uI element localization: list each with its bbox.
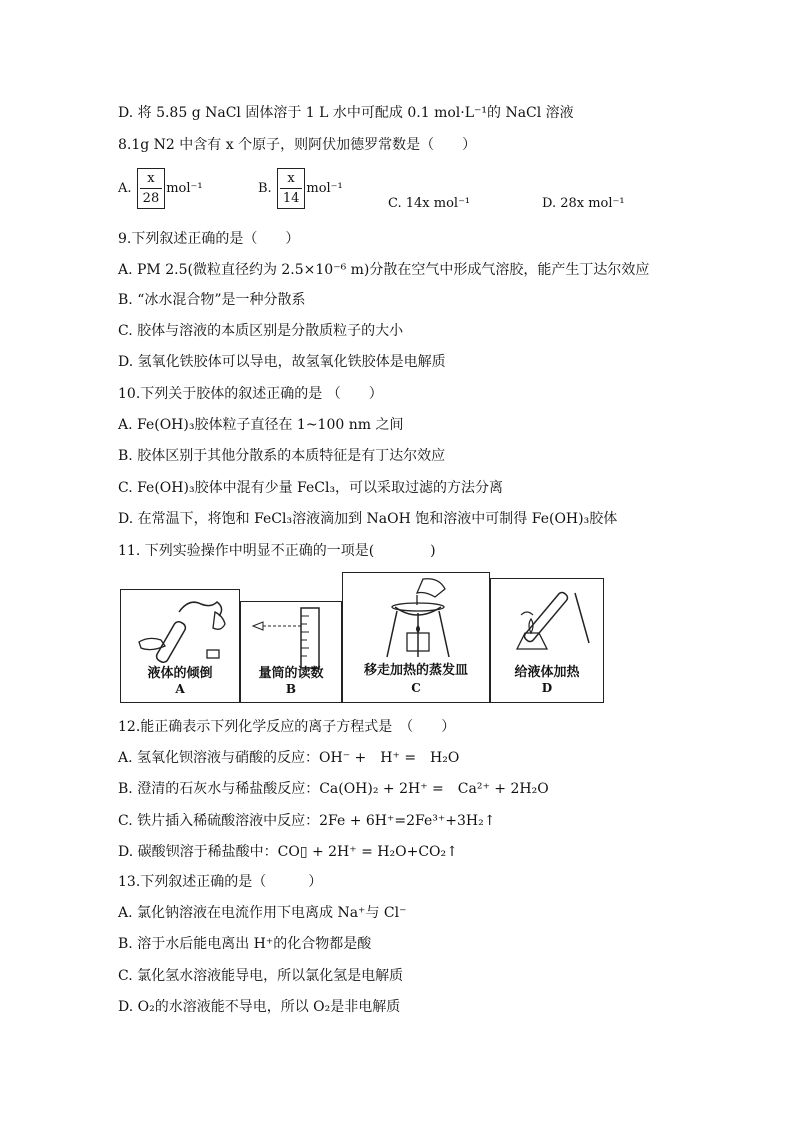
figure-a-caption: 液体的倾倒 (147, 666, 213, 681)
q8-stem: 8.1g N2 中含有 x 个原子，则阿伏加德罗常数是（ ） (118, 137, 477, 153)
q9-option-a: A. PM 2.5(微粒直径约为 2.5×10⁻⁶ m)分散在空气中形成气溶胶，能产生丁达尔效应 (118, 262, 650, 278)
q12-option-c: C. 铁片插入稀硫酸溶液中反应：2Fe + 6H⁺=2Fe³⁺+3H₂↑ (118, 813, 496, 829)
q13-option-c: C. 氯化氢水溶液能导电，所以氯化氢是电解质 (118, 968, 404, 984)
q13-stem: 13.下列叙述正确的是（ ） (118, 874, 323, 890)
q12-option-a: A. 氢氧化钡溶液与硝酸的反应：OH⁻ + H⁺ = H₂O (118, 750, 460, 766)
q8-option-b-unit: mol⁻¹ (306, 181, 343, 196)
q8-option-a-label: A. (118, 181, 132, 196)
q8-option-a-fraction (137, 168, 166, 209)
q12-option-b: B. 澄清的石灰水与稀盐酸反应：Ca(OH)₂ + 2H⁺ = Ca²⁺ + 2H₂O (118, 781, 549, 797)
pouring-liquid-illustration (121, 590, 239, 670)
q13-option-a: A. 氯化钠溶液在电流作用下电离成 Na⁺与 Cl⁻ (118, 905, 407, 921)
q8-option-a (118, 168, 203, 209)
figure-panel-b (240, 601, 342, 703)
figure-c-caption: 移走加热的蒸发皿 (363, 663, 468, 678)
graduated-cylinder-illustration (241, 602, 341, 670)
figure-c-letter: C (411, 681, 421, 695)
q9-option-c: C. 胶体与溶液的本质区别是分散质粒子的大小 (118, 323, 404, 339)
q8-option-a-denominator: 28 (142, 191, 160, 206)
q8-option-b-numerator: x (280, 169, 303, 189)
q8-option-b-denominator: 14 (282, 191, 300, 206)
figure-d-letter: D (541, 681, 553, 695)
q10-option-c: C. Fe(OH)₃胶体中混有少量 FeCl₃，可以采取过滤的方法分离 (118, 480, 504, 496)
q8-option-b-label: B. (258, 181, 272, 196)
q13-option-d: D. O₂的水溶液能不导电，所以 O₂是非电解质 (118, 999, 401, 1015)
heating-test-tube-illustration (491, 579, 603, 659)
figure-panel-d (490, 578, 604, 703)
q10-stem: 10.下列关于胶体的叙述正确的是 （ ） (118, 386, 383, 402)
q9-stem: 9.下列叙述正确的是（ ） (118, 231, 300, 247)
figure-b-letter: B (285, 682, 297, 696)
q10-option-a: A. Fe(OH)₃胶体粒子直径在 1~100 nm 之间 (118, 417, 404, 433)
q8-option-a-unit: mol⁻¹ (166, 181, 203, 196)
q8-option-b-fraction (277, 168, 306, 209)
q9-option-d: D. 氢氧化铁胶体可以导电，故氢氧化铁胶体是电解质 (118, 354, 446, 370)
figure-panel-a (120, 589, 240, 703)
q11-stem: 11. 下列实验操作中明显不正确的一项是( ) (118, 543, 436, 559)
q10-option-b: B. 胶体区别于其他分散系的本质特征是有丁达尔效应 (118, 448, 446, 464)
q10-option-d: D. 在常温下，将饱和 FeCl₃溶液滴加到 NaOH 饱和溶液中可制得 Fe(OH)₃胶体 (118, 511, 618, 527)
figure-d-caption: 给液体加热 (514, 665, 580, 680)
q13-option-b: B. 溶于水后能电离出 H⁺的化合物都是酸 (118, 936, 372, 952)
q12-stem: 12.能正确表示下列化学反应的离子方程式是 （ ） (118, 719, 456, 735)
q7-option-d: D. 将 5.85 g NaCl 固体溶于 1 L 水中可配成 0.1 mol·L⁻¹的 NaCl 溶液 (118, 105, 574, 121)
q8-option-b (258, 168, 343, 209)
q8-option-d: D. 28x mol⁻¹ (542, 196, 625, 211)
figure-panel-c (342, 572, 490, 703)
q9-option-b: B. “冰水混合物”是一种分散系 (118, 292, 306, 308)
q12-option-d: D. 碳酸钡溶于稀盐酸中：CO▯ + 2H⁺ = H₂O+CO₂↑ (118, 844, 458, 860)
q8-option-c: C. 14x mol⁻¹ (388, 196, 471, 211)
evaporating-dish-illustration (343, 573, 489, 665)
figure-b-caption: 量筒的读数 (258, 666, 324, 681)
q8-option-a-numerator: x (140, 169, 163, 189)
figure-a-letter: A (175, 682, 185, 696)
